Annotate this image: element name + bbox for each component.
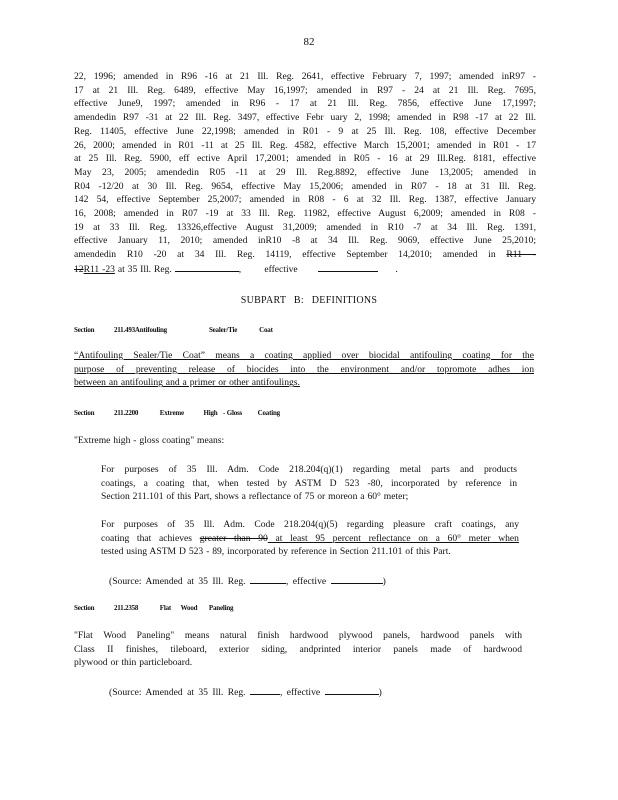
history-line: amendedin R97 -31 at 22 Ill. Reg. 3497, effective Febr uary 2, 1998; amended in R98 -17 at 22 Ill. (74, 112, 536, 124)
history-line: May 23, 2005; amendedin R05 -11 at 29 Ill. Reg.8892, effective June 13,2005; amended in (74, 166, 536, 178)
blank-line (250, 685, 280, 695)
blank-line (331, 574, 383, 584)
blank-line (175, 262, 239, 272)
section-heading-211-2200: Section 211.2200 Extreme High - Gloss Coating (74, 409, 280, 417)
history-line: 22, 1996; amended in R96 -16 at 21 Ill. Reg. 2641, effective February 7, 1997; amended inR97 - (74, 71, 536, 82)
section-heading-211-493: Section 211.493Antifouling Sealer/Tie Coat (74, 326, 273, 334)
blank-line (318, 262, 378, 272)
section-211-2200-intro: "Extreme high - gloss coating" means: (74, 435, 225, 446)
history-last-line: 12R11 -23 at 35 Ill. Reg. , effective . (74, 263, 398, 275)
history-line: 17 at 21 Ill. Reg. 6489, effective May 16,1997; amended in R97 - 24 at 21 Ill. Reg. 7695, (74, 84, 536, 96)
blank-line (325, 685, 379, 695)
history-line: at 25 Ill. Reg. 5900, eff ective April 17,2001; amended in R05 - 16 at 29 Ill.Reg. 8181, effective (74, 153, 536, 165)
history-line: effective January 11, 2010; amended inR10 -8 at 34 Ill. Reg. 9069, effective June 25,2010; (74, 235, 536, 247)
inserted-text: at least 95 percent reflectance on a 60° meter when (267, 532, 519, 544)
subpart-heading: SUBPART B: DEFINITIONS (240, 295, 378, 306)
history-paragraph (74, 70, 536, 277)
history-line: Reg. 11405, effective June 22,1998; amended in R01 - 9 at 25 Ill. Reg. 108, effective December (74, 125, 536, 137)
history-line: R04 -12/20 at 30 Ill. Reg. 9654, effective May 15,2006; amended in R07 - 18 at 31 Ill. Reg. (74, 180, 536, 192)
deleted-text: greater than 90 (199, 532, 268, 544)
section-211-2200-subsection-b: For purposes of 35 Ill. Adm. Code 218.204(q)(5) regarding pleasure craft coatings, any coating that achieves greater than 90 at least 95 percent reflectance on a 60° meter when tested using ASTM D 523 - 89, incorporated by reference in Section 211.101 of this Part. (101, 519, 519, 558)
history-line: 26, 2000; amended in R01 -11 at 25 Ill. Reg. 4582, effective March 15,2001; amended in R01 - 17 (74, 139, 536, 151)
section-heading-211-2358: Section 211.2358 Flat Wood Paneling (74, 604, 234, 612)
deleted-text: R11 - (506, 249, 536, 261)
history-line-with-deletion: amendedin R10 -20 at 34 Ill. Reg. 14119, effective September 14,2010; amended in R11 - (74, 249, 536, 261)
history-line: 16, 2008; amended in R07 -19 at 33 Ill. Reg. 11982, effective August 6,2009; amended in R08 - (74, 208, 536, 220)
section-211-2200-subsection-a: For purposes of 35 Ill. Adm. Code 218.204(q)(1) regarding metal parts and products coatings, a coating that, when tested by ASTM D 523 -80, incorporated by reference in Section 211.101 of this Part, shows a reflectance of 75 or moreon a 60° meter; (101, 464, 517, 503)
history-line: 142 54, effective September 25,2007; amended in R08 - 6 at 32 Ill. Reg. 1387, effective January (74, 194, 536, 206)
deleted-text: 12 (74, 263, 84, 275)
section-211-2200-source-note: (Source: Amended at 35 Ill. Reg. , effective ) (109, 576, 386, 587)
history-line: 19 at 33 Ill. Reg. 13326,effective August 31,2009; amended in R10 -7 at 34 Ill. Reg. 1391, (74, 221, 536, 233)
blank-line (250, 574, 286, 584)
history-line: effective June9, 1997; amended in R96 - 17 at 21 Ill. Reg. 7856, effective June 17,1997; (74, 98, 536, 110)
section-211-2358-definition: "Flat Wood Paneling" means natural finish hardwood plywood panels, hardwood panels with Class II finishes, tileboard, exterior siding, andprinted interior panels made of hardwood plywood or thin particleboard. (74, 630, 522, 669)
inserted-text: R11 -23 (83, 263, 115, 275)
section-211-493-definition: “Antifouling Sealer/Tie Coat” means a coating applied over biocidal antifouling coating for the purpose of preventing release of biocides into the environment and/or topromote adhes ion between an antifouling and a primer or other antifoulings. (74, 350, 534, 389)
page-number: 82 (303, 36, 315, 48)
section-211-2358-source-note: (Source: Amended at 35 Ill. Reg. , effective ) (109, 687, 382, 698)
